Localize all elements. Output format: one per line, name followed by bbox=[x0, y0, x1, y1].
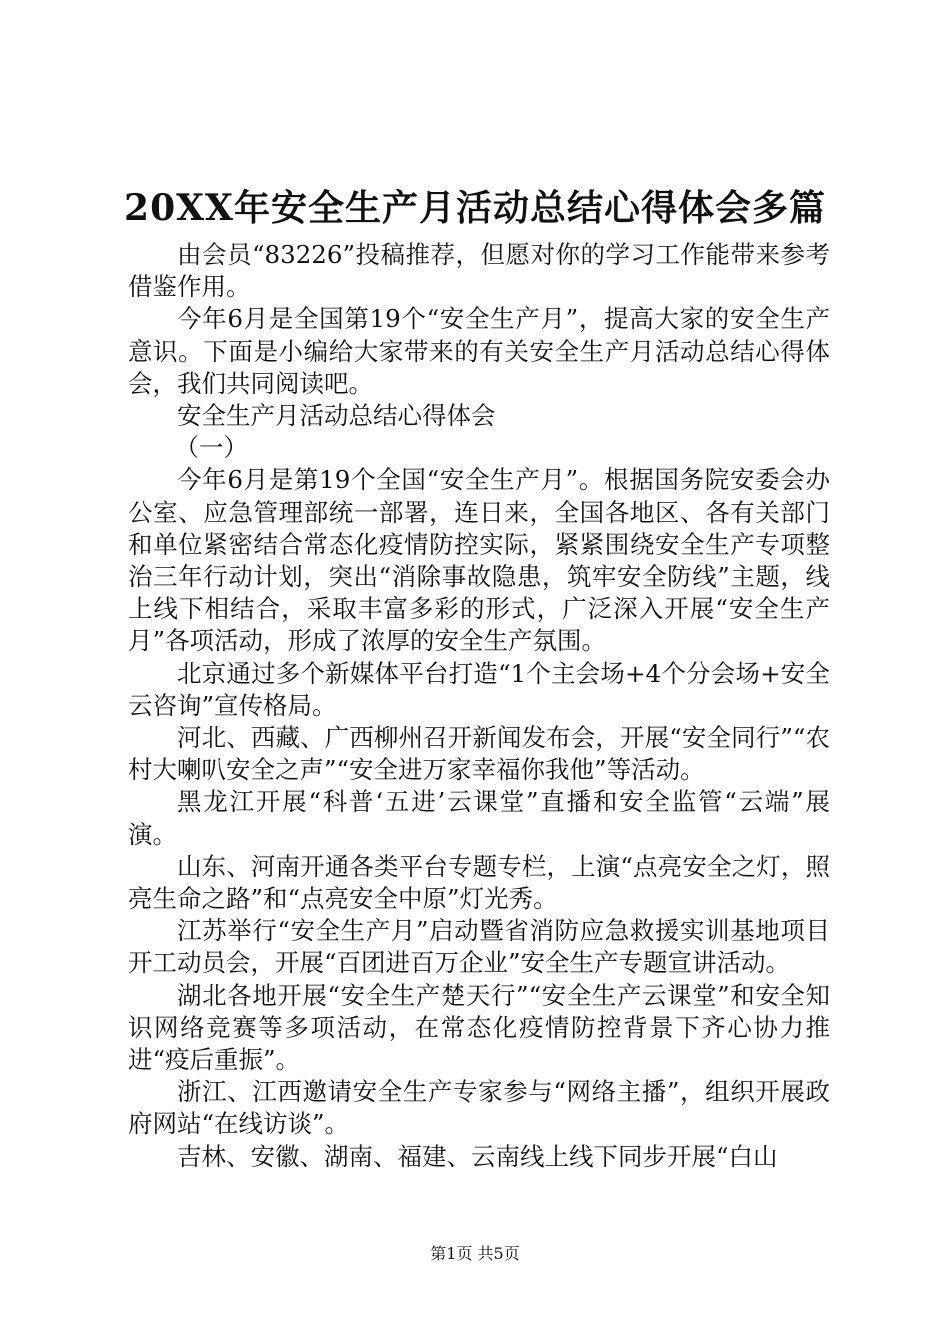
page-footer: 第1页 共5页 bbox=[430, 1244, 520, 1263]
paragraph: 黑龙江开展“科普‘五进’云课堂”直播和安全监管“云端”展演。 bbox=[128, 787, 830, 849]
paragraph: 北京通过多个新媒体平台打造“1个主会场+4个分会场+安全云咨询”宣传格局。 bbox=[128, 658, 830, 720]
paragraph: 湖北各地开展“安全生产楚天行”“安全生产云课堂”和安全知识网络竞赛等多项活动，在常态化疫情防控背景下齐心协力推进“疫后重振”。 bbox=[128, 980, 830, 1075]
section-heading: 安全生产月活动总结心得体会 bbox=[177, 401, 496, 431]
paragraph-intro: 由会员“83226”投稿推荐，但愿对你的学习工作能带来参考借鉴作用。 bbox=[128, 240, 830, 302]
document-body bbox=[128, 239, 830, 1173]
paragraph: 河北、西藏、广西柳州召开新闻发布会，开展“安全同行”“农村大喇叭安全之声”“安全进万家幸福你我他”等活动。 bbox=[128, 723, 830, 785]
paragraph: 吉林、安徽、湖南、福建、云南线上线下同步开展“白山 bbox=[177, 1141, 778, 1171]
paragraph: 今年6月是第19个全国“安全生产月”。根据国务院安委会办公室、应急管理部统一部署，连日来，全国各地区、各有关部门和单位紧密结合常态化疫情防控实际，紧紧围绕安全生产专项整治三年行动计划，突出“消除事故隐患，筑牢安全防线”主题，线上线下相结合，采取丰富多彩的形式，广泛深入开展“安全生产月”各项活动，形成了浓厚的安全生产氛围。 bbox=[128, 465, 830, 656]
paragraph: 山东、河南开通各类平台专题专栏，上演“点亮安全之灯，照亮生命之路”和“点亮安全中原”灯光秀。 bbox=[128, 851, 830, 914]
section-number: （一） bbox=[174, 433, 249, 463]
document-title: 20XX年安全生产月活动总结心得体会多篇 bbox=[124, 187, 826, 229]
paragraph: 江苏举行“安全生产月”启动暨省消防应急救援实训基地项目开工动员会，开展“百团进百万企业”安全生产专题宣讲活动。 bbox=[128, 916, 830, 978]
paragraph-summary: 今年6月是全国第19个“安全生产月”，提高大家的安全生产意识。下面是小编给大家带来的有关安全生产月活动总结心得体会，我们共同阅读吧。 bbox=[128, 304, 830, 398]
paragraph: 浙江、江西邀请安全生产专家参与“网络主播”，组织开展政府网站“在线访谈”。 bbox=[128, 1077, 830, 1139]
